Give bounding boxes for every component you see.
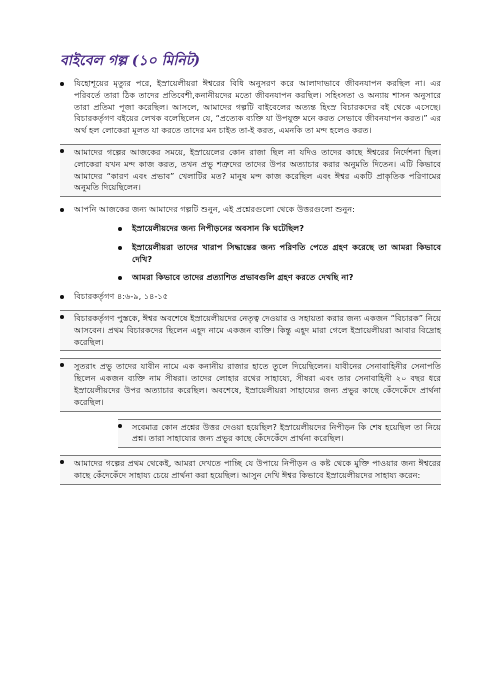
bullet-icon	[118, 246, 122, 250]
paragraph-text: আমাদের গল্পের আজকের সময়ে, ইস্রায়েলের কোন রাজা ছিল না যদিও তাদের কাছে ঈশ্বরের নির্দেশনা ছিল। লোকেরা যখন মন্দ কাজ করত, তখন প্রভু শত্রুদের তাদের উপর অত্যাচার করার অনুমতি দিতেন। এটি কিভাবে আমাদের “কারণ এবং প্রভাব” খেলাটির মত? মানুষ মন্দ কাজ করেছিল এবং ঈশ্বর একটি প্রাকৃতিক পরিণামের অনুমতি দিয়েছিলেন।	[74, 146, 441, 193]
question-1	[118, 223, 441, 235]
paragraph-1	[60, 78, 441, 137]
bullet-icon	[118, 227, 122, 231]
paragraph-4	[60, 310, 441, 351]
paragraph-text: যিহোশূয়ের মৃত্যুর পরে, ইস্রায়েলীয়রা ঈশ্বরের বিধি অনুসরণ করে আলাদাভাবে জীবনযাপন করছিল না। এর পরিবর্তে তারা ঠিক তাদের প্রতিবেশী,কনানীয়দের মতো জীবনযাপন করছিল। সহিংসতা ও অন্যায় শাসন অনুসারে তারা প্রতিমা পূজা করেছিল। আসলে, আমাদের গল্পটি বাইবেলের অত্যন্ত হিংস্র বিচারকদের বই থেকে এসেছে। বিচারকর্তৃগণ বইয়ের লেখক বলেছিলেন যে, “প্রত্যেক ব্যক্তি যা উপযুক্ত মনে করত সেভাবে জীবনযাপন করত।” এর অর্থ হল লোকেরা মূলত যা করতে তাদের মন চাইত তা-ই করত, এমনকি তা মন্দ হলেও করত।	[74, 78, 441, 136]
bullet-icon	[118, 424, 122, 428]
paragraph-text: সুতরাং প্রভু তাদের যাবীন নামে এক কনানীয় রাজার হাতে তুলে দিয়েছিলেন। যাবীনের সেনাবাহিনীর সেনাপতি ছিলেন একজন ব্যক্তি নাম সীষরা। তাদের লোহার রথের সাহায্যে, সীষরা এবং তার সেনাবাহিনী ২০ বছর ধরে ইস্রায়েলীয়দের উপর অত্যাচার করেছিল। অবশেষে, ইস্রায়েলীয়রা সাহায্যের জন্য প্রভুর কাছে কেঁদেকেঁদে প্রার্থনা করেছিল।	[74, 361, 441, 407]
bullet-icon	[60, 315, 64, 319]
question-text: ইস্রায়েলীয়রা তাদের খারাপ সিদ্ধান্তের জন্য পরিণতি পেতে গ্রহণ করেছে তা আমরা কিভাবে দেখি?	[132, 241, 441, 264]
question-3	[118, 272, 441, 284]
reference-text: বিচারকর্তৃগণ ৪:৬-৯, ১৪-১৫	[74, 291, 169, 302]
bullet-icon	[60, 295, 64, 299]
question-text: আমরা কিভাবে তাদের প্রত্যাশিত প্রভাবগুলি গ্রহণ করতে দেখছি না?	[132, 272, 354, 283]
question-text: ইস্রায়েলীয়দের জন্য নিপীড়নের অবসান কি ঘটেছিল?	[132, 222, 305, 233]
answer-text: সবেমাত্র কোন প্রশ্নের উত্তর দেওয়া হয়েছিল? ইস্রায়েলীয়দের নিপীড়ন কি শেষ হয়েছিল তা নিয়ে প্রশ্ন। তারা সাহায্যের জন্য প্রভুর কাছে কেঁদেকেঁদে প্রার্থনা করেছিল।	[132, 421, 441, 444]
paragraph-5	[60, 358, 441, 411]
answer-note	[118, 419, 441, 449]
page-title: বাইবেল গল্প (১০ মিনিট)	[60, 53, 200, 69]
paragraph-text: আপনি আজকের জন্য আমাদের গল্পটি শুনুন, এই প্রশ্নেরগুলো থেকে উত্তরগুলো শুনুন:	[74, 204, 355, 215]
bullet-icon	[60, 460, 64, 464]
question-2	[118, 242, 441, 266]
bullet-icon	[60, 363, 64, 367]
paragraph-text: বিচারকর্তৃগণ পুস্তকে, ঈশ্বর অবশেষে ইস্রায়েলীয়দের নেতৃত্ব দেওয়ার ও সহায়তা করার জন্য একজন “বিচারক” নিয়ে আসবেন। প্রথম বিচারকদের ছিলেন এহূদ নামে একজন ব্যক্তি। কিন্তু এহূদ মারা গেলে ইস্রায়েলীয়রা আবার বিদ্রোহ করেছিল।	[74, 312, 441, 347]
bullet-icon	[60, 208, 64, 212]
scripture-reference	[60, 291, 441, 303]
paragraph-2	[60, 144, 441, 197]
bullet-icon	[60, 149, 64, 153]
paragraph-6	[60, 455, 441, 485]
bullet-icon	[118, 276, 122, 280]
paragraph-3	[60, 204, 441, 216]
bullet-icon	[60, 82, 64, 86]
paragraph-text: আমাদের গল্পের প্রথম থেকেই, আমরা দেখতে পাচ্ছি যে উপায়ে নিপীড়ন ও কষ্ট থেকে মুক্তি পাওয়ার জন্য ঈশ্বরের কাছে কেঁদেকেঁদে সাহায্য চেয়ে প্রার্থনা করা হয়েছিল। আসুন দেখি ঈশ্বর কিভাবে ইস্রায়েলীয়দের সাহায্য করেন:	[74, 458, 441, 480]
